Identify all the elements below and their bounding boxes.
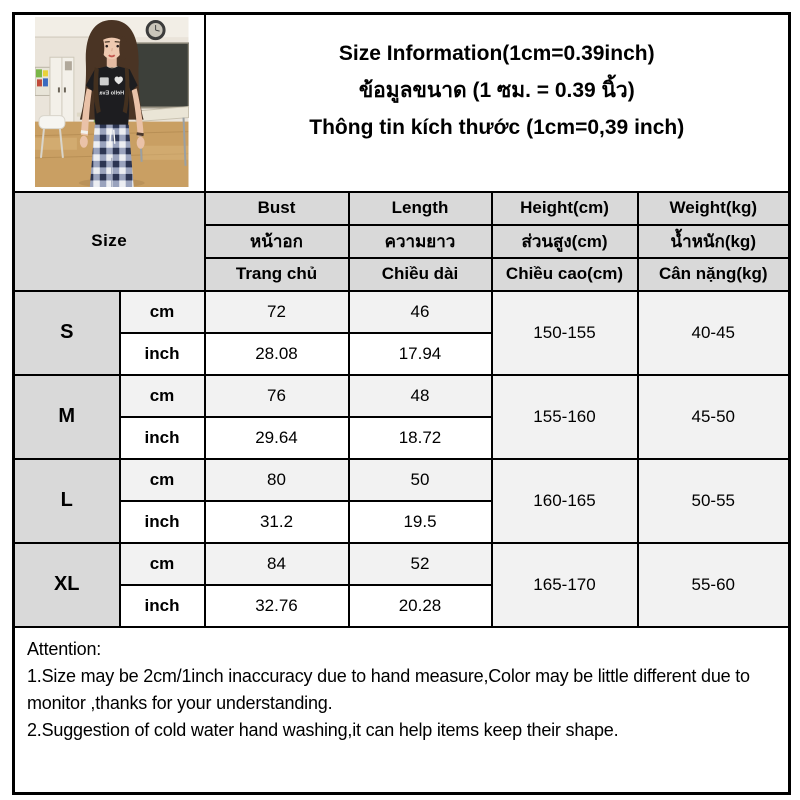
length-l-cm: 50: [349, 459, 492, 501]
weight-range-s: 40-45: [638, 291, 790, 375]
col-header-bust-th: หน้าอก: [205, 225, 349, 258]
bust-l-inch: 31.2: [205, 501, 349, 543]
bust-l-cm: 80: [205, 459, 349, 501]
bust-m-cm: 76: [205, 375, 349, 417]
height-range-s: 150-155: [492, 291, 638, 375]
clock-illustration: [147, 22, 164, 39]
weight-range-l: 50-55: [638, 459, 790, 543]
table-row-s-cm: [14, 291, 790, 333]
col-header-height-th: ส่วนสูง(cm): [492, 225, 638, 258]
size-label-s: S: [14, 291, 120, 375]
title-vietnamese: Thông tin kích thước (1cm=0,39 inch): [309, 116, 685, 140]
length-xl-inch: 20.28: [349, 585, 492, 627]
bust-m-inch: 29.64: [205, 417, 349, 459]
bust-xl-inch: 32.76: [205, 585, 349, 627]
bust-s-cm: 72: [205, 291, 349, 333]
height-range-l: 160-165: [492, 459, 638, 543]
attention-item-2: 2.Suggestion of cold water hand washing,it can help items keep their shape.: [27, 719, 619, 740]
col-header-length-th: ความยาว: [349, 225, 492, 258]
col-header-bust-vi: Trang chủ: [205, 258, 349, 291]
size-label-xl: XL: [14, 543, 120, 627]
title-english: Size Information(1cm=0.39inch): [338, 42, 655, 66]
bust-xl-cm: 84: [205, 543, 349, 585]
weight-range-m: 45-50: [638, 375, 790, 459]
unit-label-inch: inch: [120, 501, 205, 543]
length-s-cm: 46: [349, 291, 492, 333]
col-header-height-vi: Chiều cao(cm): [492, 258, 638, 291]
length-m-cm: 48: [349, 375, 492, 417]
col-header-weight-th: น้ำหนัก(kg): [638, 225, 790, 258]
attention-item-1: 1.Size may be 2cm/1inch inaccuracy due to hand measure,Color may be little different due to monitor ,thanks for your understanding.: [27, 665, 750, 713]
size-column-header: Size: [14, 192, 205, 291]
length-m-inch: 18.72: [349, 417, 492, 459]
length-l-inch: 19.5: [349, 501, 492, 543]
size-table: [12, 12, 791, 795]
title-thai: ข้อมูลขนาด (1 ซม. = 0.39 นิ้ว): [358, 79, 635, 103]
col-header-height-en: Height(cm): [492, 192, 638, 225]
unit-label-cm: cm: [120, 291, 205, 333]
product-photo-cell: [14, 14, 205, 192]
attention-note: [14, 627, 790, 794]
attention-title: Attention:: [27, 638, 102, 659]
unit-label-cm: cm: [120, 543, 205, 585]
table-row-m-cm: [14, 375, 790, 417]
size-label-l: L: [14, 459, 120, 543]
length-s-inch: 17.94: [349, 333, 492, 375]
unit-label-inch: inch: [120, 333, 205, 375]
unit-label-inch: inch: [120, 417, 205, 459]
unit-label-inch: inch: [120, 585, 205, 627]
unit-label-cm: cm: [120, 375, 205, 417]
shirt-text: Hello Eva: [99, 90, 125, 97]
length-xl-cm: 52: [349, 543, 492, 585]
col-header-length-en: Length: [349, 192, 492, 225]
col-header-bust-en: Bust: [205, 192, 349, 225]
weight-range-xl: 55-60: [638, 543, 790, 627]
product-photo-illustration: [35, 17, 189, 187]
height-range-xl: 165-170: [492, 543, 638, 627]
size-label-m: M: [14, 375, 120, 459]
table-row-xl-cm: [14, 543, 790, 585]
unit-label-cm: cm: [120, 459, 205, 501]
size-chart-sheet: [12, 12, 791, 795]
title-cell: [205, 14, 790, 192]
col-header-length-vi: Chiều dài: [349, 258, 492, 291]
col-header-weight-vi: Cân nặng(kg): [638, 258, 790, 291]
height-range-m: 155-160: [492, 375, 638, 459]
table-row-l-cm: [14, 459, 790, 501]
bust-s-inch: 28.08: [205, 333, 349, 375]
col-header-weight-en: Weight(kg): [638, 192, 790, 225]
